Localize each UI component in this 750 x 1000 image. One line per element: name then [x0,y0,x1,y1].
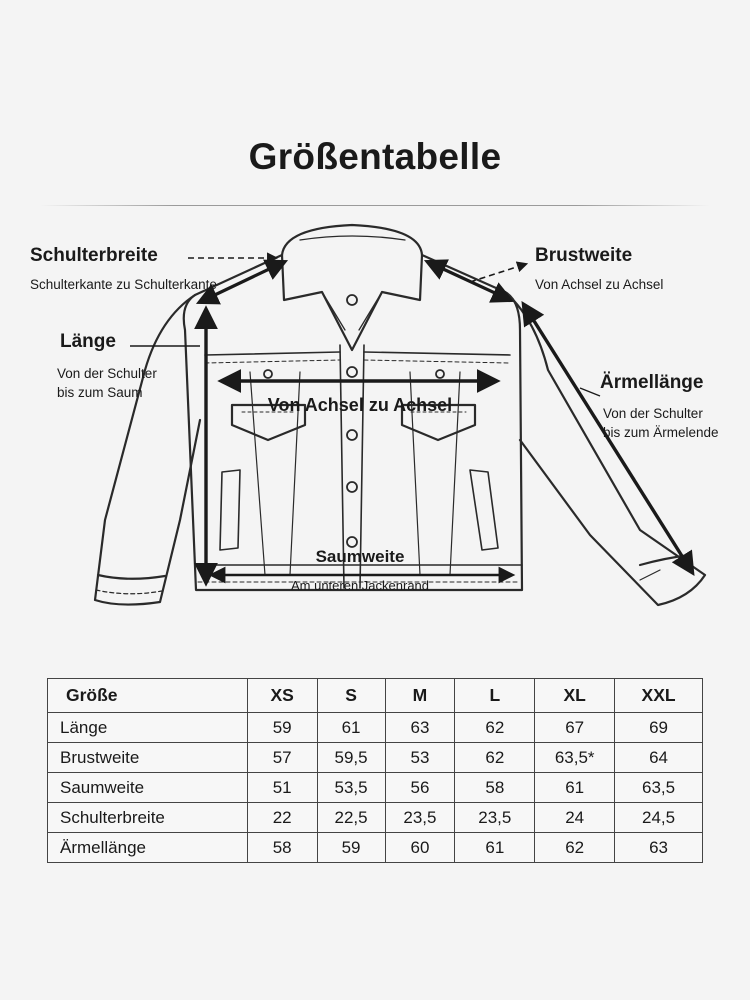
header-l: L [455,679,535,713]
table-cell: 56 [385,773,455,803]
table-cell: 23,5 [455,803,535,833]
table-cell: 61 [455,833,535,863]
row-label: Schulterbreite [48,803,248,833]
label-schulterbreite: Schulterbreite [30,245,158,266]
table-cell: 22,5 [317,803,385,833]
table-cell: 58 [247,833,317,863]
table-cell: 58 [455,773,535,803]
header-groesse: Größe [48,679,248,713]
table-cell: 60 [385,833,455,863]
table-cell: 59,5 [317,743,385,773]
table-cell: 59 [317,833,385,863]
table-header-row [48,679,703,713]
label-saumweite: Saumweite [315,547,405,566]
row-label: Ärmellänge [48,833,248,863]
table-cell: 62 [455,713,535,743]
table-cell: 69 [615,713,703,743]
table-cell: 63,5 [615,773,703,803]
row-label: Saumweite [48,773,248,803]
table-cell: 63,5* [535,743,615,773]
table-cell: 53 [385,743,455,773]
button-1 [347,295,357,305]
table-cell: 23,5 [385,803,455,833]
header-s: S [317,679,385,713]
header-xl: XL [535,679,615,713]
table-row [48,713,703,743]
table-cell: 63 [615,833,703,863]
table-cell: 63 [385,713,455,743]
desc-laenge: Von der Schulter bis zum Saum [57,366,157,400]
table-cell: 53,5 [317,773,385,803]
row-label: Länge [48,713,248,743]
desc-aermellaenge: Von der Schulter bis zum Ärmelende [603,406,719,440]
desc-brustweite: Von Achsel zu Achsel [535,277,664,292]
header-xs: XS [247,679,317,713]
table-cell: 67 [535,713,615,743]
label-laenge: Länge [60,331,116,352]
row-label: Brustweite [48,743,248,773]
table-row [48,743,703,773]
table-cell: 22 [247,803,317,833]
table-row [48,833,703,863]
table-cell: 59 [247,713,317,743]
table-row [48,803,703,833]
header-m: M [385,679,455,713]
table-row [48,773,703,803]
table-cell: 62 [535,833,615,863]
table-cell: 24,5 [615,803,703,833]
table-cell: 62 [455,743,535,773]
header-xxl: XXL [615,679,703,713]
table-cell: 51 [247,773,317,803]
desc-schulterbreite: Schulterkante zu Schulterkante [30,277,217,292]
button-5 [347,537,357,547]
table-cell: 64 [615,743,703,773]
size-table [47,678,703,863]
table-cell: 57 [247,743,317,773]
table-cell: 61 [317,713,385,743]
table-cell: 24 [535,803,615,833]
button-2 [347,367,357,377]
label-aermellaenge: Ärmellänge [600,372,704,393]
label-brustweite: Brustweite [535,245,633,266]
table-cell: 61 [535,773,615,803]
chest-top-arrow [428,262,510,300]
label-chest-inside: Von Achsel zu Achsel [267,395,453,415]
button-4 [347,482,357,492]
collar-outline [282,225,422,350]
page-title: Größentabelle [248,136,502,177]
button-3 [347,430,357,440]
sleeve-pointer [580,388,600,396]
desc-saumweite: Am unteren Jackenrand [290,578,430,593]
